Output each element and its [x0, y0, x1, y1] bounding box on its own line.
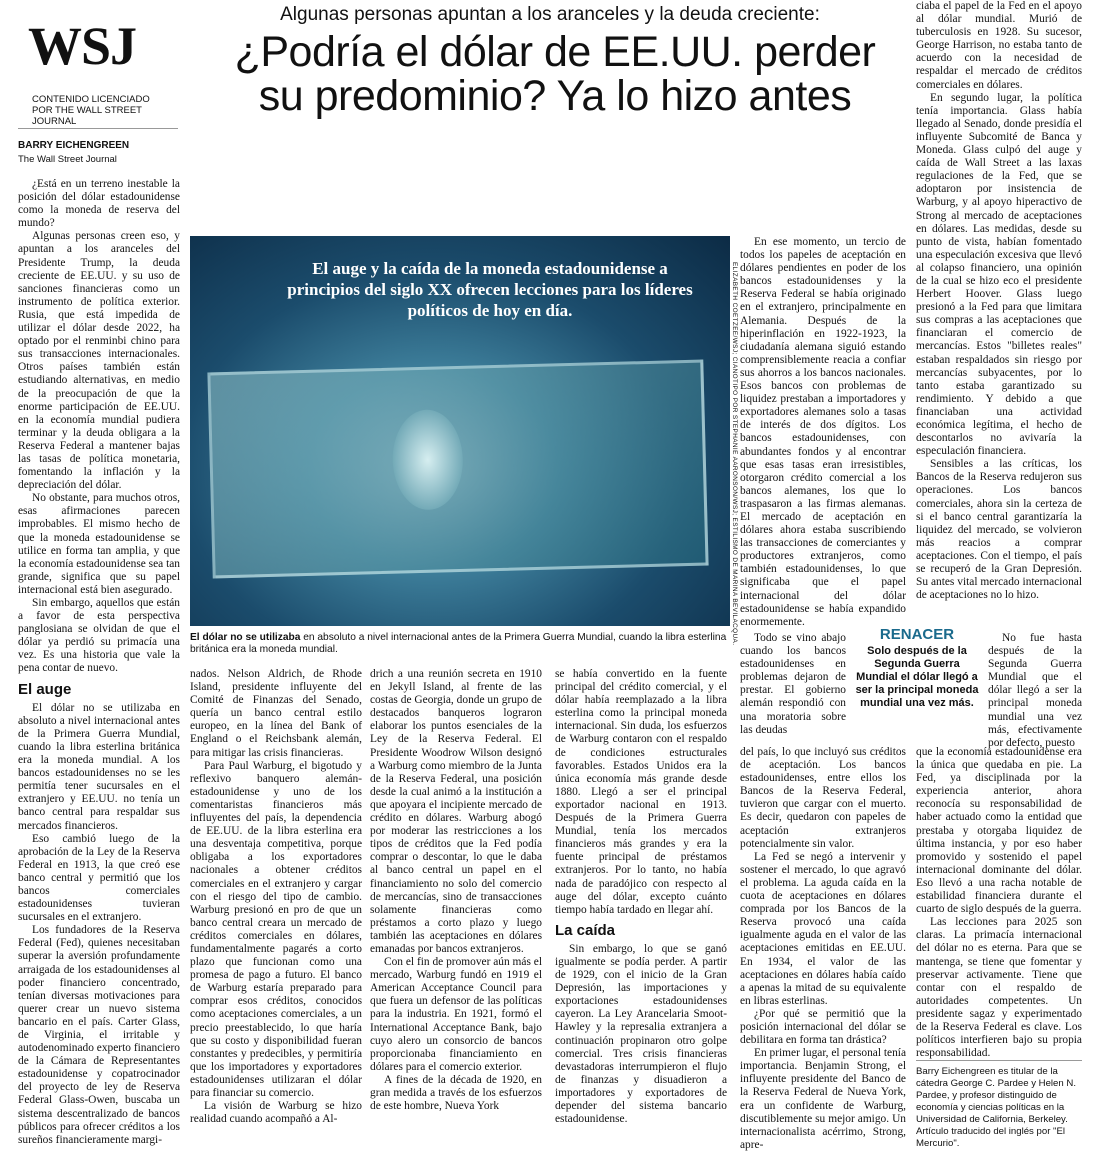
photo-credit: ELIZABETH COETZEE/WSJ; CIANOTIPO POR STEPHANIE AARONSON/WSJ; ESTILISMO DE MARINA BEVILACQUA. — [731, 262, 738, 646]
caption-lead: El dólar no se utilizaba — [190, 632, 301, 643]
paragraph: En segundo lugar, la política tenía importancia. Glass había llegado al Senado, donde presidía el influyente Subcomité de Banca y Moneda. Glass culpó del auge y caída de Wall Street a las laxas regulaciones de la Fed, que se adoptaron por insistencia de Warburg, y al apoyo hiperactivo de Strong al mercado de aceptaciones en dólares. Las medidas, desde su punto de vista, habían fomentado una especulación excesiva que llevó al colapso financiero, una opinión de la cual se hizo eco el presidente Herbert Hoover. Glass luego presionó a la Fed para que limitara sus compras a las aceptaciones que financiaran el comercio de mercancías. Estos "billetes reales" estaban respaldados sin riesgo por mercancías subyacentes, por lo tanto estaba garantizado su rendimiento. Y debido a que financiaban una actividad económica legítima, el hecho de descontarlos no avivaría la especulación financiera. — [916, 91, 1082, 458]
paragraph: Algunas personas creen eso, y apuntan a los aranceles del Presidente Trump, la deuda creciente de EE.UU. y su uso de sanciones financieras como un instrumento de política exterior. Rusia, que está impedida de utilizar el dólar desde 2022, ha optado por el renminbi chino para sus transacciones internacionales. Otros países también están estudiando alternativas, en medio de la preocupación de que la enorme participación de EE.UU. en la economía mundial pudiera terminar y la deuda obligara a la Reserva Federal a mantener bajas las tasas de política monetaria, fomentando la inflación y la depreciación del dólar. — [18, 230, 180, 492]
headline: ¿Podría el dólar de EE.UU. perder su predominio? Ya lo hizo antes — [234, 28, 876, 120]
column-3 — [370, 668, 542, 1113]
dollar-bill-image — [207, 360, 708, 579]
paragraph: En ese momento, un tercio de todos los papeles de aceptación en dólares pendientes en poder de los bancos estadounidenses y la Reserva Federal se había originado en el extranjero, principalmente en Alemania. Después de la hiperinflación en 1922-1923, la ciudadanía alemana siguió estando comprensiblemente reacia a confiar sus ahorros a los bancos nacionales. Esos bancos con problemas de liquidez prestaban a importadores y exportadores alemanes solo a tasas de interés de dos dígitos. Los bancos estadounidenses, con abundantes fondos y al encontrar que esas tasas eran irresistibles, otorgaron crédito comercial a los bancos alemanes, los que lo traspasaron a las firmas alemanas. El mercado de aceptación en dólares ahora estaba suscribiendo las transacciones de comerciantes y productores extranjeros, como también estadounidenses, lo que significaba que el papel internacional del dólar estadounidense se había expandido enormemente. — [740, 236, 906, 628]
paragraph: Eso cambió luego de la aprobación de la Ley de la Reserva Federal en 1913, la que creó ese banco central y permitió que los bancos comerciales estadounidenses tuvieran sucursales en el extranjero. — [18, 832, 180, 924]
paragraph: Todo se vino abajo cuando los bancos estadounidenses en problemas dejaron de prestar. El gobierno alemán respondió con una moratoria sobre las deudas — [740, 632, 846, 736]
column-5 — [740, 236, 906, 629]
column-5-wrap — [740, 632, 846, 737]
paragraph: Para Paul Warburg, el bigotudo y reflexivo banquero alemán-estadounidense y uno de los comentaristas financieros más influyentes del país, la dependencia de EE.UU. de la libra esterlina era una desventaja competitiva, porque obligaba a los exportadores nacionales a obtener créditos comerciales en el extranjero y cargar con el riesgo del tipo de cambio. Warburg presionó en pro de que un banco central creara un mercado de créditos comerciales en dólares, fundamentalmente pagarés a corto plazo que funcionan como una promesa de pago a futuro. El banco de Warburg estaría preparado para comprar esos créditos, conocidos como aceptaciones comerciales, a un precio preestablecido, lo que haría que su costo y disponibilidad fueran constantes y predecibles, y permitiría que los importadores y exportadores estadounidenses utilizaran el dólar para financiar su comercio. — [190, 759, 362, 1099]
column-1 — [18, 178, 180, 1147]
photo-caption — [190, 632, 730, 656]
paragraph: Con el fin de promover aún más el mercado, Warburg fundó en 1919 el American Acceptance Council para que fuera un defensor de las políticas para la industria. En 1921, formó el International Acceptance Bank, bajo cuyo alero un consorcio de bancos proporcionaba financiamiento en dólares para el comercio exterior. — [370, 956, 542, 1073]
paragraph: se había convertido en la fuente principal del crédito comercial, y el dólar había reemplazado a la libra esterlina como la principal moneda internacional. Sin duda, los esfuerzos de Warburg contaron con el respaldo de condiciones estructurales favorables. Estados Unidos era la única economía más grande desde 1880. Llegó a ser el principal exportador nacional en 1913. Después de la Primera Guerra Mundial, tenía los mercados financieros más grandes y era la fuente principal de préstamos extranjeros. Por lo tanto, no había nada de paradójico con respecto al auge del dólar, excepto cuánto tiempo había tardado en llegar ahí. — [555, 668, 727, 916]
paragraph: ¿Por qué se permitió que la posición internacional del dólar se debilitara en forma tan drástica? — [740, 1007, 906, 1047]
paragraph: No fue hasta después de la Segunda Guerra Mundial que el dólar llegó a ser la principal moneda mundial una vez más, efectivamente por defecto, puesto — [988, 632, 1082, 749]
paragraph: No obstante, para muchos otros, esas afirmaciones parecen improbables. El mismo hecho de que la moneda estadounidense se utilice en forma tan amplia, y que la economía estadounidense sea tan grande, significa que su papel internacional está bien asegurado. — [18, 492, 180, 596]
paragraph: Sensibles a las críticas, los Bancos de la Reserva redujeron sus operaciones. Los bancos comerciales, ahora sin la certeza de si el banco central garantizaría la liquidez del mercado, se volvieron más reacios a comprar aceptaciones. Con el tiempo, el país se recuperó de la Gran Depresión. Su antes vital mercado internacional de aceptaciones no lo hizo. — [916, 458, 1082, 602]
paragraph: nados. Nelson Aldrich, de Rhode Island, presidente influyente del Comité de Finanzas del Senado, quería un banco central estilo europeo, en la línea del Bank of England o el Reichsbank alemán, para mitigar las crisis financieras. — [190, 668, 362, 759]
paragraph: Las lecciones para 2025 son claras. La primacía internacional del dólar no es eterna. Para que se mantenga, se tiene que fomentar y preservar activamente. Tiene que contar con el respaldo de autoridades competentes. Un presidente sagaz y experimentado de la Reserva Federal es clave. Los políticos interfieren bajo su propia responsabilidad. — [916, 916, 1082, 1060]
column-5-cont — [740, 746, 906, 1152]
paragraph: El dólar no se utilizaba en absoluto a nivel internacional antes de la Primera Guerra Mundial, cuando la libra esterlina británica era la moneda mundial. A los bancos estadounidenses no se les permitía tener sucursales en el extranjero y EE.UU. no tenía un banco central para respaldar sus mercados financieros. — [18, 701, 180, 832]
column-6 — [916, 0, 1082, 602]
wsj-logo: WSJ — [28, 16, 137, 76]
section-heading-caida: La caída — [555, 921, 616, 939]
paragraph: del país, lo que incluyó sus créditos de aceptación. Los bancos estadounidenses, entre ellos los Bancos de la Reserva Federal, tuvieron que cargar con el muerto. Es decir, quedaron con papeles de aceptación extranjeros potencialmente sin valor. — [740, 746, 906, 850]
pull-quote-title: RENACER — [879, 626, 955, 643]
photo-overlay-text: El auge y la caída de la moneda estadounidense a principios del siglo XX ofrecen lecciones para los líderes políticos de hoy en día. — [287, 259, 693, 320]
publication-name: The Wall Street Journal — [18, 154, 117, 165]
paragraph: A fines de la década de 1920, en gran medida a través de los esfuerzos de este hombre, Nueva York — [370, 1073, 542, 1113]
paragraph: Los fundadores de la Reserva Federal (Fed), quienes necesitaban superar la aversión profundamente arraigada de los estadounidenses al poder financiero concentrado, tenían diversas motivaciones para querer crear un nuevo sistema bancario en el país. Carter Glass, de Virginia, el irritable y autodenominado experto financiero de la Cámara de Representantes estadounidense y copatrocinador del proyecto de ley de Reserva Federal Glass-Owen, buscaba un sistema descentralizado de bancos públicos para ofrecer créditos a los sureños financieramente margi- — [18, 924, 180, 1146]
section-heading-auge: El auge — [18, 680, 72, 698]
column-6-cont — [916, 746, 1082, 1060]
paragraph: La visión de Warburg se hizo realidad cuando acompañó a Al- — [190, 1100, 362, 1126]
portrait-image — [391, 409, 464, 511]
kicker: Algunas personas apuntan a los aranceles y la deuda creciente: — [280, 4, 820, 25]
author-bio: Barry Eichengreen es titular de la cátedra George C. Pardee y Helen N. Pardee, y profesor distinguido de economía y ciencias políticas en la Universidad de California, Berkeley. Artículo traducido del inglés por "El Mercurio". — [916, 1066, 1076, 1149]
paragraph: La Fed se negó a intervenir y sostener el mercado, lo que agravó el problema. La aguda caída en la cuota de aceptaciones en dólares comprada por los Bancos de la Reserva provocó una caída igualmente aguda en el valor de las aceptaciones emitidas en EE.UU. En 1934, el valor de las aceptaciones en dólares había caído a apenas la mitad de su equivalente en libras esterlinas. — [740, 850, 906, 1007]
column-2 — [190, 668, 362, 1126]
paragraph: ciaba el papel de la Fed en el apoyo al dólar mundial. Murió de tuberculosis en 1928. Su sucesor, George Harrison, no estaba tanto de acuerdo con la necesidad de respaldar el mercado de créditos comerciales en dólares. — [916, 0, 1082, 91]
paragraph: Sin embargo, lo que se ganó igualmente se podía perder. A partir de 1929, con el inicio de la Gran Depresión, las importaciones y exportaciones estadounidenses cayeron. La Ley Arancelaria Smoot-Hawley y la represalia extranjera a continuación propinaron otro golpe comercial. Tres crisis financieras devastadoras interrumpieron el flujo de finanzas y disuadieron a importadores y exportadores de depender del sistema bancario estadounidense. — [555, 942, 727, 1126]
column-4 — [555, 668, 727, 1126]
paragraph: ¿Está en un terreno inestable la posición del dólar estadounidense como la moneda de reserva del mundo? — [18, 178, 180, 230]
author-name: BARRY EICHENGREEN — [18, 140, 130, 151]
pull-quote-text: Solo después de la Segunda Guerra Mundial el dólar llegó a ser la principal moneda mundial una vez más. — [855, 645, 979, 709]
paragraph: que la economía estadounidense era la única que quedaba en pie. La Fed, ya disciplinada por la experiencia anterior, ahora reconocía su responsabilidad de haber actuado como la entidad que prestaba y otorgaba liquidez de última instancia, y por eso haber promovido y sostenido el papel internacional dominante del dólar. Eso llevó a una racha notable de estabilidad financiera durante el cuarto de siglo después de la guerra. — [916, 746, 1082, 916]
pull-quote — [852, 626, 982, 736]
dollar-photo — [190, 236, 730, 626]
license-notice: CONTENIDO LICENCIADO POR THE WALL STREET JOURNAL — [32, 94, 150, 127]
paragraph: Sin embargo, aquellos que están a favor de esta perspectiva panglosiana se olvidan de que el dólar ya perdió su primacía una vez. Es una historia que vale la pena contar de nuevo. — [18, 597, 180, 675]
caption-rest: en absoluto a nivel internacional antes de la Primera Guerra Mundial, cuando la libra esterlina británica era la moneda mundial. — [190, 632, 727, 655]
paragraph: drich a una reunión secreta en 1910 en Jekyll Island, al frente de las costas de Georgia, donde un grupo de destacados banqueros lograron elaborar los puntos esenciales de la Ley de la Reserva Federal. El Presidente Woodrow Wilson designó a Warburg como miembro de la Junta de la Reserva Federal, una posición desde la cual animó a la institución a que apoyara el incipiente mercado de crédito en dólares. Warburg abogó por moderar las restricciones a los tipos de créditos que la Fed podía comprar o descontar, lo que le daba al banco central un papel en el financiamiento no solo del comercio de mercancías, sino de transacciones solamente financieras como préstamos a corto plazo y luego también las aceptaciones en dólares emanadas por bancos extranjeros. — [370, 668, 542, 955]
column-6-wrap — [988, 632, 1082, 750]
paragraph: En primer lugar, el personal tenía importancia. Benjamin Strong, el influyente presidente del Banco de la Reserva Federal de Nueva York, era un confidente de Warburg, discutiblemente su mejor amigo. Un internacionalista acérrimo, Strong, apre- — [740, 1047, 906, 1151]
